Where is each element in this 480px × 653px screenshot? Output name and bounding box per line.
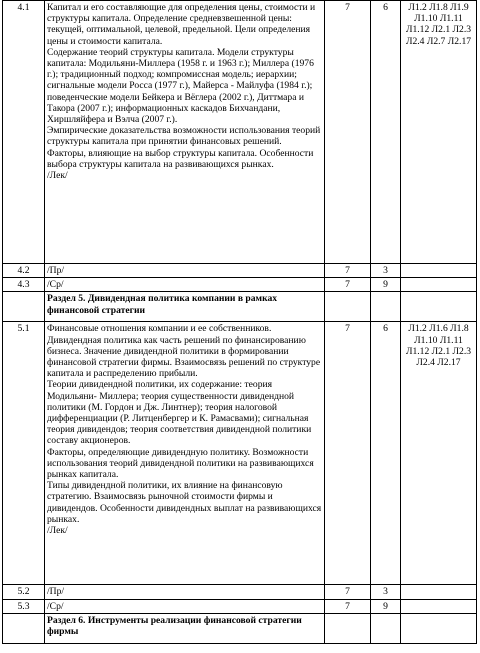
- table-row: [3, 322, 477, 585]
- semester-cell: 7: [325, 322, 371, 585]
- literature-cell: [401, 278, 477, 292]
- topic-paragraph: /Лек/: [47, 525, 68, 537]
- row-number: 5.2: [3, 585, 45, 599]
- literature-cell: Л1.2 Л1.6 Л1.8 Л1.10 Л1.11 Л1.12 Л2.1 Л2.3 Л2.4 Л2.17: [401, 322, 477, 585]
- hours-cell: [371, 292, 401, 322]
- topic-paragraph: /Пр/: [47, 265, 65, 276]
- semester-cell: [325, 292, 371, 322]
- topic-paragraph: Эмпирические доказательства возможности использования теорий структуры капитала при принятии финансовых решений.: [47, 125, 321, 148]
- literature-cell: [401, 585, 477, 599]
- section-row: [3, 613, 477, 643]
- table-row: [3, 599, 477, 613]
- topic-paragraph: Факторы, влияющие на выбор структуры капитала. Особенности выбора структуры капитала на развивающихся рынках.: [47, 147, 314, 170]
- topic-paragraph: /Пр/: [47, 586, 65, 598]
- section-row: [3, 292, 477, 322]
- hours-cell: 6: [371, 1, 401, 264]
- topic-paragraph: /Ср/: [47, 600, 64, 612]
- hours-cell: 3: [371, 264, 401, 278]
- topic-paragraph: Финансовые отношения компании и ее собственников. Дивидендная политика как часть решений по финансированию бизнеса. Значение дивидендной политики в формировании финансовой стратегии фирмы. Взаимосвязь решений по структуре капитала и распределению прибыли.: [47, 323, 321, 380]
- curriculum-table-body: [3, 1, 477, 644]
- topic-cell: [45, 1, 325, 264]
- hours-cell: [371, 613, 401, 643]
- row-number: 4.1: [3, 1, 45, 264]
- topic-cell: [45, 264, 325, 278]
- topic-paragraph: Теории дивидендной политики, их содержание: теория Модильяни- Миллера; теория существенности дивидендной политики (М. Гордон и Дж. Линтнер); теория налоговой дифференциации (Р. Литценбергер и К. Рамасвами); сигнальная теория дивидендов; теория соответствия дивидендной политики составу акционеров.: [47, 379, 312, 447]
- row-number: 5.1: [3, 322, 45, 585]
- topic-cell: [45, 599, 325, 613]
- topic-paragraph: Типы дивидендной политики, их влияние на финансовую стратегию. Взаимосвязь рыночной стоимости фирмы и дивидендов. Особенности дивидендных выплат на развивающихся рынках.: [47, 480, 322, 525]
- table-row: [3, 278, 477, 292]
- curriculum-table: [2, 0, 477, 644]
- topic-cell: [45, 322, 325, 585]
- row-number: 5.3: [3, 599, 45, 613]
- topic-paragraph: Факторы, определяющие дивидендную политику. Возможности использования теорий дивидендной политики на развивающихся рынках капитала.: [47, 446, 314, 481]
- semester-cell: 7: [325, 278, 371, 292]
- section-title: Раздел 6. Инструменты реализации финансовой стратегии фирмы: [45, 613, 325, 643]
- semester-cell: 7: [325, 264, 371, 278]
- hours-cell: 6: [371, 322, 401, 585]
- table-row: [3, 264, 477, 278]
- hours-cell: 3: [371, 585, 401, 599]
- semester-cell: [325, 613, 371, 643]
- row-number: 4.3: [3, 278, 45, 292]
- table-row: [3, 585, 477, 599]
- topic-paragraph: Капитал и его составляющие для определения цены, стоимости и структуры капитала. Определение средневзвешенной цены: текущей, оптимальной, целевой, предельной. Цели определения цены и стоимости капитала.: [47, 2, 316, 47]
- literature-cell: [401, 613, 477, 643]
- topic-cell: [45, 278, 325, 292]
- section-title: Раздел 5. Дивидендная политика компании в рамках финансовой стратегии: [45, 292, 325, 322]
- topic-cell: [45, 585, 325, 599]
- literature-cell: Л1.2 Л1.8 Л1.9 Л1.10 Л1.11 Л1.12 Л2.1 Л2.3 Л2.4 Л2.7 Л2.17: [401, 1, 477, 264]
- row-number: 4.2: [3, 264, 45, 278]
- table-row: [3, 1, 477, 264]
- literature-cell: [401, 264, 477, 278]
- section-number-cell: [3, 613, 45, 643]
- literature-cell: [401, 599, 477, 613]
- topic-paragraph: Содержание теорий структуры капитала. Модели структуры капитала: Модильяни-Миллера (1958 г. и 1963 г.); Миллера (1976 г.); традиционный подход; компромиссная модель; иерархии; сигнальные модели Росса (1977 г.), Майерса - Майлуфа (1984 г.); поведенческие модели Бейкера и Вёглера (2002 г.), Диттмара и Такора (2007 г.); информационных каскадов Бихчандани, Хиршляйфера и Вэлча (2007 г.).: [47, 46, 314, 126]
- hours-cell: 9: [371, 599, 401, 613]
- hours-cell: 9: [371, 278, 401, 292]
- topic-paragraph: /Лек/: [47, 170, 68, 182]
- literature-cell: [401, 292, 477, 322]
- semester-cell: 7: [325, 585, 371, 599]
- topic-paragraph: /Ср/: [47, 279, 64, 291]
- semester-cell: 7: [325, 1, 371, 264]
- section-number-cell: [3, 292, 45, 322]
- semester-cell: 7: [325, 599, 371, 613]
